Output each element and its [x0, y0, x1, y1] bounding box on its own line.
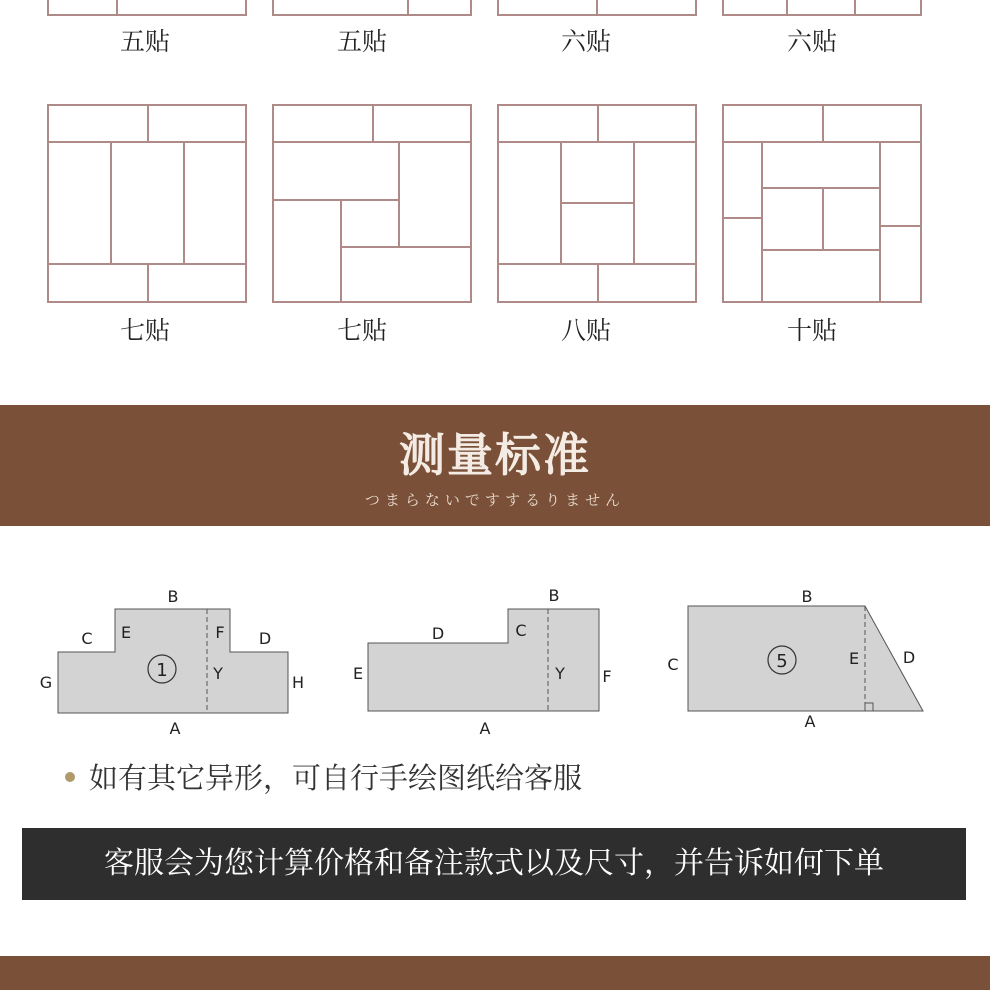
banner-text: 客服会为您计算价格和备注款式以及尺寸，并告诉如何下单 [104, 846, 884, 881]
tatami-label: 十贴 [786, 316, 837, 345]
label-g: G [39, 673, 53, 692]
tatami-label: 八贴 [560, 316, 611, 345]
label-d: D [902, 648, 916, 667]
label-b: B [548, 586, 560, 605]
label-y: Y [555, 664, 565, 683]
tatami-label: 五贴 [336, 27, 387, 56]
customer-service-banner [22, 828, 966, 900]
tatami-label: 六贴 [786, 27, 837, 56]
custom-shape-note [65, 758, 582, 798]
section-subtitle: つまらないですするりません [364, 491, 626, 509]
label-d: D [431, 624, 445, 643]
tatami-tile-7a [47, 104, 247, 304]
label-d: D [258, 629, 272, 648]
label-a: A [804, 712, 816, 731]
label-e: E [120, 623, 132, 642]
label-y: Y [213, 664, 223, 683]
label-h: H [291, 673, 305, 692]
tatami-tile-6b [722, 0, 922, 18]
bottom-header-band [0, 956, 990, 990]
label-f: F [602, 667, 612, 686]
tatami-tile-10 [722, 104, 922, 304]
label-f: F [215, 623, 225, 642]
svg-text:5: 5 [776, 651, 788, 672]
measurement-header [0, 405, 990, 526]
measure-diagram-trapezoid [660, 580, 950, 745]
tatami-label: 七贴 [119, 316, 170, 345]
tatami-label: 七贴 [336, 316, 387, 345]
label-c: C [667, 655, 679, 674]
label-b: B [801, 587, 813, 606]
tatami-tile-8 [497, 104, 697, 304]
label-e: E [352, 664, 364, 683]
measure-diagram-t-shape [30, 580, 320, 745]
label-e: E [848, 649, 860, 668]
measure-diagram-l-shape [340, 580, 630, 745]
tatami-tile-6a [497, 0, 697, 18]
label-c: C [515, 621, 527, 640]
label-a: A [169, 719, 181, 738]
section-title: 测量标准 [399, 428, 591, 482]
tatami-tile-5b [272, 0, 472, 18]
bullet-dot-icon [65, 772, 75, 782]
tatami-label: 六贴 [560, 27, 611, 56]
svg-text:1: 1 [156, 660, 168, 681]
label-c: C [81, 629, 93, 648]
tatami-label: 五贴 [119, 27, 170, 56]
label-b: B [167, 587, 179, 606]
tatami-tile-5a [47, 0, 247, 18]
note-text: 如有其它异形，可自行手绘图纸给客服 [89, 761, 583, 795]
tatami-tile-7b [272, 104, 472, 304]
label-a: A [479, 719, 491, 738]
